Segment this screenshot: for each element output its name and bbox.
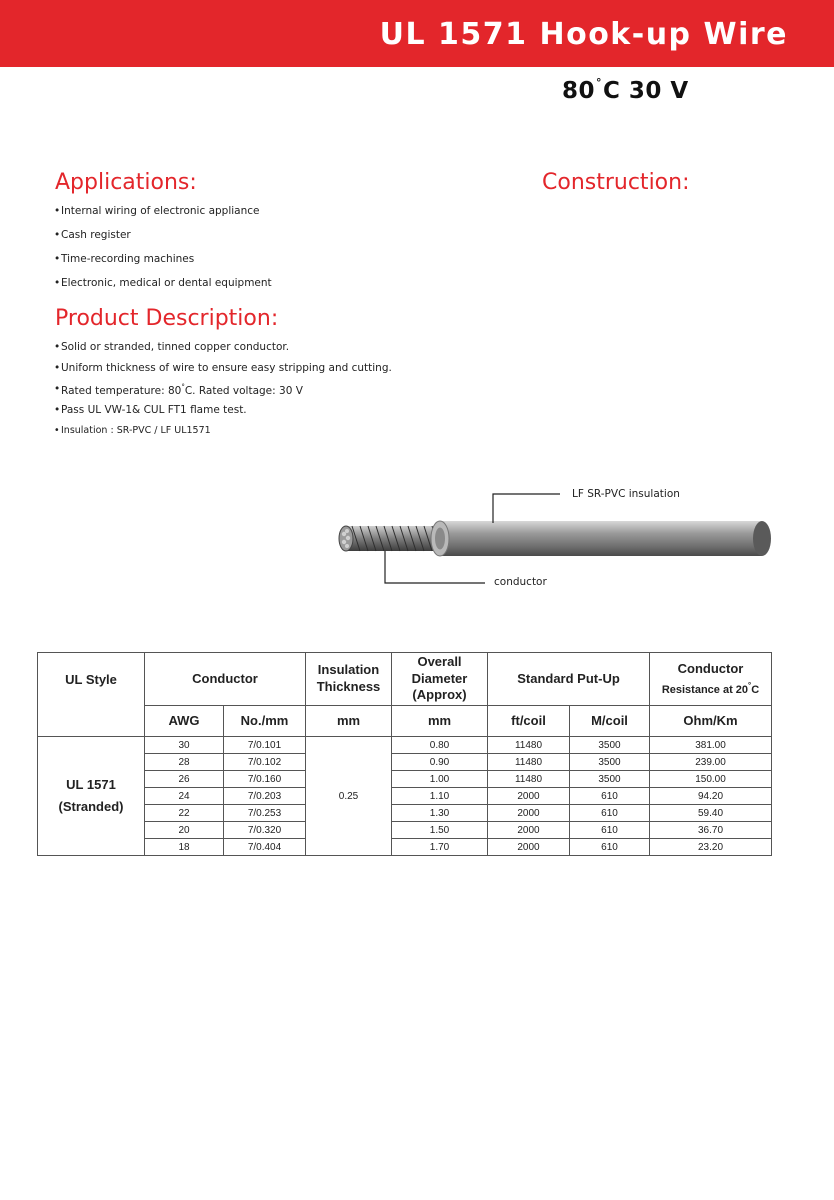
diameter-cell: 0.90: [392, 754, 488, 771]
spec-table: [37, 652, 772, 856]
subheader-ft-coil: ft/coil: [488, 706, 570, 737]
ul-style-name: UL 1571: [66, 776, 116, 792]
strand-cell: 7/0.404: [224, 839, 306, 856]
strand-cell: 7/0.320: [224, 822, 306, 839]
list-item: • Pass UL VW-1& CUL FT1 flame test.: [54, 404, 392, 425]
list-item: • Solid or stranded, tinned copper conductor.: [54, 341, 392, 362]
m-coil-cell: 3500: [570, 771, 650, 788]
list-item: • Rated temperature: 80°C. Rated voltage: 30 V: [54, 383, 392, 404]
table-row: [38, 737, 772, 754]
applications-list: [54, 205, 272, 301]
header-conductor-resistance: [650, 653, 772, 706]
ft-coil-cell: 11480: [488, 771, 570, 788]
m-coil-cell: 3500: [570, 754, 650, 771]
awg-cell: 24: [145, 788, 224, 805]
rated-temp-text: Rated temperature: 80: [61, 385, 182, 397]
ft-coil-cell: 2000: [488, 788, 570, 805]
header-overall-diameter: Overall Diameter (Approx): [392, 653, 488, 706]
strand-cell: 7/0.160: [224, 771, 306, 788]
awg-cell: 18: [145, 839, 224, 856]
rating-subtitle: [562, 77, 689, 103]
wire-diagram: [330, 480, 780, 600]
awg-cell: 20: [145, 822, 224, 839]
ul-style-cell: [38, 737, 145, 856]
ft-coil-cell: 2000: [488, 839, 570, 856]
m-coil-cell: 3500: [570, 737, 650, 754]
resistance-cell: 381.00: [650, 737, 772, 754]
insulation-thickness-cell: 0.25: [306, 737, 392, 856]
header-conductor: Conductor: [145, 653, 306, 706]
list-item: • Internal wiring of electronic appliance: [54, 205, 272, 229]
awg-cell: 30: [145, 737, 224, 754]
diameter-cell: 1.30: [392, 805, 488, 822]
header-ul-style: UL Style: [38, 653, 145, 737]
construction-heading: Construction:: [542, 170, 690, 195]
m-coil-cell: 610: [570, 822, 650, 839]
subheader-no-mm: No./mm: [224, 706, 306, 737]
awg-cell: 28: [145, 754, 224, 771]
diameter-cell: 1.50: [392, 822, 488, 839]
strand-cell: 7/0.102: [224, 754, 306, 771]
insulation-callout-line: [493, 494, 560, 523]
table-row: [38, 788, 772, 805]
header-standard-put-up: Standard Put-Up: [488, 653, 650, 706]
resistance-cell: 59.40: [650, 805, 772, 822]
header-resistance-title: Conductor: [677, 660, 744, 676]
awg-cell: 26: [145, 771, 224, 788]
ft-coil-cell: 11480: [488, 737, 570, 754]
awg-cell: 22: [145, 805, 224, 822]
ft-coil-cell: 2000: [488, 822, 570, 839]
diameter-cell: 1.70: [392, 839, 488, 856]
product-description-list: [54, 341, 392, 446]
ft-coil-cell: 11480: [488, 754, 570, 771]
resistance-cell: 94.20: [650, 788, 772, 805]
resistance-cell: 150.00: [650, 771, 772, 788]
resistance-cell: 239.00: [650, 754, 772, 771]
applications-heading: Applications:: [55, 170, 197, 195]
table-row: [38, 805, 772, 822]
header-insulation-thickness: Insulation Thickness: [306, 653, 392, 706]
rated-voltage-text: C. Rated voltage: 30 V: [184, 385, 303, 397]
diameter-cell: 1.00: [392, 771, 488, 788]
subheader-m-coil: M/coil: [570, 706, 650, 737]
list-item: • Electronic, medical or dental equipment: [54, 277, 272, 301]
diameter-cell: 1.10: [392, 788, 488, 805]
page-title: UL 1571 Hook-up Wire: [379, 17, 788, 52]
degree-symbol: °: [596, 76, 603, 89]
list-item: • Insulation : SR-PVC / LF UL1571: [54, 425, 392, 446]
product-description-heading: Product Description:: [55, 306, 279, 331]
table-row: [38, 839, 772, 856]
subheader-awg: AWG: [145, 706, 224, 737]
strand-cell: 7/0.101: [224, 737, 306, 754]
subheader-mm-diameter: mm: [392, 706, 488, 737]
strand-cell: 7/0.203: [224, 788, 306, 805]
diameter-cell: 0.80: [392, 737, 488, 754]
list-item: • Uniform thickness of wire to ensure easy stripping and cutting.: [54, 362, 392, 383]
table-row: [38, 754, 772, 771]
title-banner: [0, 0, 834, 67]
strand-cell: 7/0.253: [224, 805, 306, 822]
list-item: • Cash register: [54, 229, 272, 253]
table-row: [38, 771, 772, 788]
table-row: [38, 822, 772, 839]
rating-temperature: 80: [562, 78, 596, 104]
subheader-mm-insulation: mm: [306, 706, 392, 737]
rating-rest: C 30 V: [603, 78, 689, 104]
list-item: • Time-recording machines: [54, 253, 272, 277]
m-coil-cell: 610: [570, 788, 650, 805]
insulation-label: LF SR-PVC insulation: [572, 488, 680, 500]
subheader-ohm-km: Ohm/Km: [650, 706, 772, 737]
m-coil-cell: 610: [570, 805, 650, 822]
resistance-cell: 23.20: [650, 839, 772, 856]
resistance-cell: 36.70: [650, 822, 772, 839]
ft-coil-cell: 2000: [488, 805, 570, 822]
m-coil-cell: 610: [570, 839, 650, 856]
ul-style-type: (Stranded): [58, 799, 124, 814]
header-resistance-sub: Resistance at 20°C: [661, 680, 760, 696]
insulation-jacket: [431, 521, 771, 556]
conductor-label: conductor: [494, 576, 547, 588]
